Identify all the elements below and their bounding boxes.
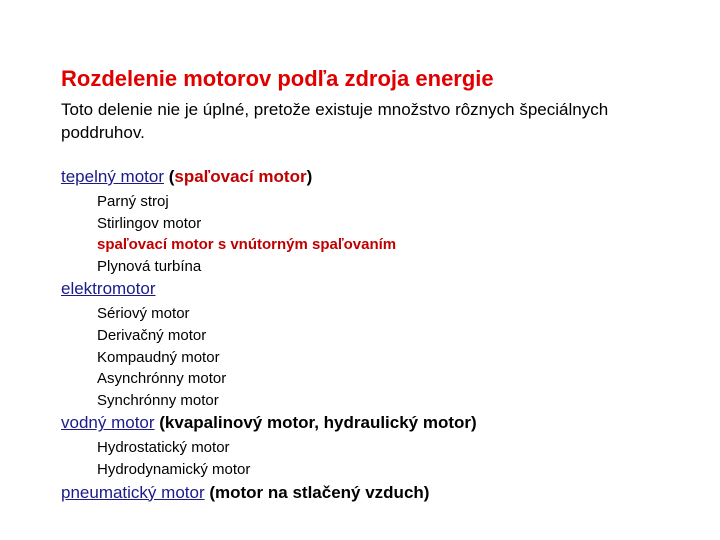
link-electric-motor[interactable]: elektromotor xyxy=(61,279,156,299)
electric-motor-list xyxy=(97,301,701,411)
slide-title: Rozdelenie motorov podľa zdroja energie xyxy=(61,66,494,91)
section-electric-motor xyxy=(61,277,701,301)
list-item: Hydrostatický motor xyxy=(97,439,230,457)
thermal-engine-note: (spaľovací motor) xyxy=(164,167,313,186)
list-item: Stirlingov motor xyxy=(97,214,202,232)
intro-text: Toto delenie nie je úplné, pretože existuje množstvo rôznych špeciálnych poddruhov. xyxy=(61,100,609,142)
section-water-motor xyxy=(61,411,701,435)
link-water-motor[interactable]: vodný motor xyxy=(61,413,155,433)
list-item-highlighted: spaľovací motor s vnútorným spaľovaním xyxy=(97,236,397,254)
slide-content xyxy=(61,64,701,505)
thermal-engine-list xyxy=(97,189,701,277)
list-item: Derivačný motor xyxy=(97,326,207,344)
pneumatic-motor-note: (motor na stlačený vzduch) xyxy=(204,482,430,502)
list-item: Sériový motor xyxy=(97,305,190,323)
section-pneumatic-motor xyxy=(61,481,701,505)
section-thermal-engine xyxy=(61,165,701,189)
link-pneumatic-motor[interactable]: pneumatický motor xyxy=(61,482,205,502)
water-motor-note: (kvapalinový motor, hydraulický motor) xyxy=(154,413,477,433)
water-motor-list xyxy=(97,435,701,480)
list-item: Parný stroj xyxy=(97,193,169,210)
list-item: Synchrónny motor xyxy=(97,391,219,409)
list-item: Kompaudný motor xyxy=(97,348,220,366)
list-item: Asynchrónny motor xyxy=(97,370,227,388)
list-item: Hydrodynamický motor xyxy=(97,460,251,478)
link-thermal-engine[interactable]: tepelný motor xyxy=(61,167,164,186)
list-item: Plynová turbína xyxy=(97,257,202,275)
